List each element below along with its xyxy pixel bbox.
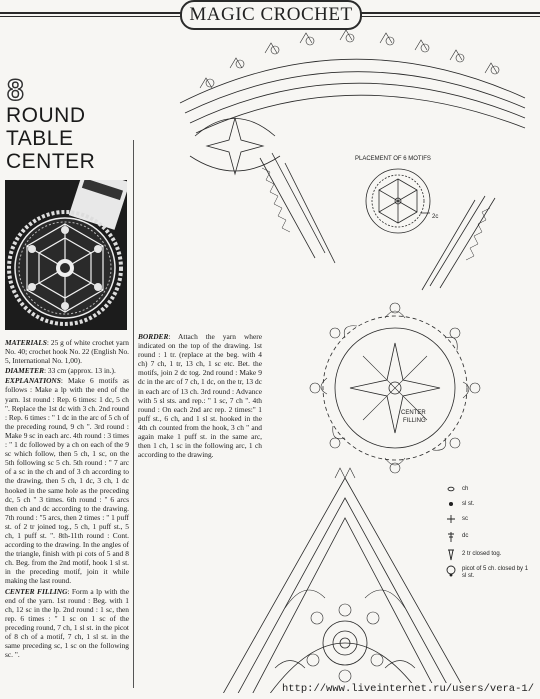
chain-symbol-icon xyxy=(448,487,454,491)
single-crochet-symbol-icon xyxy=(447,515,455,523)
diameter-text: : 33 cm (approx. 13 in.). xyxy=(44,366,116,376)
doily-photo xyxy=(5,180,127,330)
border-label: BORDER xyxy=(138,332,169,341)
explanations-label: EXPLANATIONS xyxy=(5,376,61,386)
legend-symbols xyxy=(444,484,458,584)
column-divider xyxy=(133,140,134,688)
picot-symbol-icon xyxy=(447,566,455,574)
instructions-left-column xyxy=(5,338,129,660)
double-crochet-symbol-icon xyxy=(448,532,454,542)
center-filling-label: CENTER FILLING xyxy=(5,586,68,596)
legend-label-sc: sc xyxy=(462,516,468,522)
pattern-title-line-1: ROUND xyxy=(6,104,86,127)
placement-label: PLACEMENT OF 6 MOTIFS xyxy=(355,156,431,162)
border-text: : Attach the yarn where indicated on the top of the drawing. 1st round : 1 tr. (replace at the beg. with 4 ch) 7 ch, 1 tr, 13 ch, 1 sc etc. Bet. the motifs, join 2 dc tog. 2nd round : Make 9 dc in the arc of 7 ch, 1 dc, on the tr, 13 dc in each arc of 13 ch. 3rd round : Advance with 5 sl sts. and rep.: " 1 sc, 7 ch ". 4th round : On each 2nd arc rep. 2 times:" 1 puff st., 6 ch, and 1 sl st. hooked in the 4th ch counted from the hook, 3 ch " and again make 1 puff st. in the same arc, then 1 ch, 1 sc in the following arc, 1 ch according to the drawing. xyxy=(138,332,262,460)
treble-closed-together-symbol-icon xyxy=(448,550,454,560)
slip-stitch-symbol-icon xyxy=(449,502,452,505)
legend-label-ch: ch xyxy=(462,486,469,492)
pattern-number: 8 xyxy=(7,74,25,107)
explanations-text: : Make 6 motifs as follows : Make a lp with the end of the yarn. 1st round : Rep. 6 times: 1 dc, 5 ch ". Replace the 1st dc with 3 ch. 2nd round : Rep. 6 times : " 1 dc in the arc of 5 ch of the preceding round, 9 ch ". 3rd round : Make 9 sc in each arc. 4th round : 3 times : " 1 dc followed by a ch on each of the 9 sc which follow, then 5 ch, 1 sc, on the 5th following sc 5 ch. 5th round : " 7 arc of a sc in the ch and of 3 ch according to the drawing, then 5 ch, 1 dc, 3 ch, 1 dc hooked in the same hole as the preceding dc, 5 ch " 3 times. 6th round : " 6 arcs then ch and dc according to the drawing. 7th round : "5 arcs, then 2 times : " 1 puff st. of 2 tr joined tog., 5 ch, 1 puff st., 5 ch, 1 puff st. ". 8th-11th round : Cont. according to the drawing. In the angles of the triangle, finish with pi cots of 5 and 8 ch. Beg. from the 2nd motif, hook 1 sl st. in the preceding motif, join it while making the last round. xyxy=(5,376,129,586)
center-filling-label-1: CENTER xyxy=(401,410,426,416)
legend-label-sl-st: sl st. xyxy=(462,501,475,507)
crochet-diagram xyxy=(140,28,535,693)
materials-label: MATERIALS xyxy=(5,338,47,347)
legend-label-picot: picot of 5 ch. closed by 1 sl st. xyxy=(462,566,529,579)
magazine-title: MAGIC CROCHET xyxy=(180,0,362,30)
pattern-title-line-3: CENTER xyxy=(6,150,96,173)
center-filling-label-2: FILLING xyxy=(403,418,426,424)
materials-text: : 25 g of white crochet yarn No. 40; crochet hook No. 22 (English No. 5, International No. 1,00). xyxy=(5,338,129,366)
footer-url: http://www.liveinternet.ru/users/vera-1/ xyxy=(281,683,534,695)
placement-corner-label: 2c xyxy=(432,214,439,220)
pattern-title-line-2: TABLE xyxy=(6,127,74,150)
legend-label-tr-closed: 2 tr closed tog. xyxy=(462,551,502,557)
center-filling-text: : Form a lp with the end of the yarn. 1st round : Beg. with 1 ch, 12 sc in the lp. 2nd round : 1 sc, then rep. 6 times : " 1 sc on 1 sc of the preceding round, 7 ch, 1 sl st. in the picot of 8 ch of a motif, 7 ch, 1 sl st. in the same preceding sc, 1 sc on the following sc. ". xyxy=(5,586,129,660)
legend-label-dc: dc xyxy=(462,533,469,539)
diameter-label: DIAMETER xyxy=(5,366,45,376)
